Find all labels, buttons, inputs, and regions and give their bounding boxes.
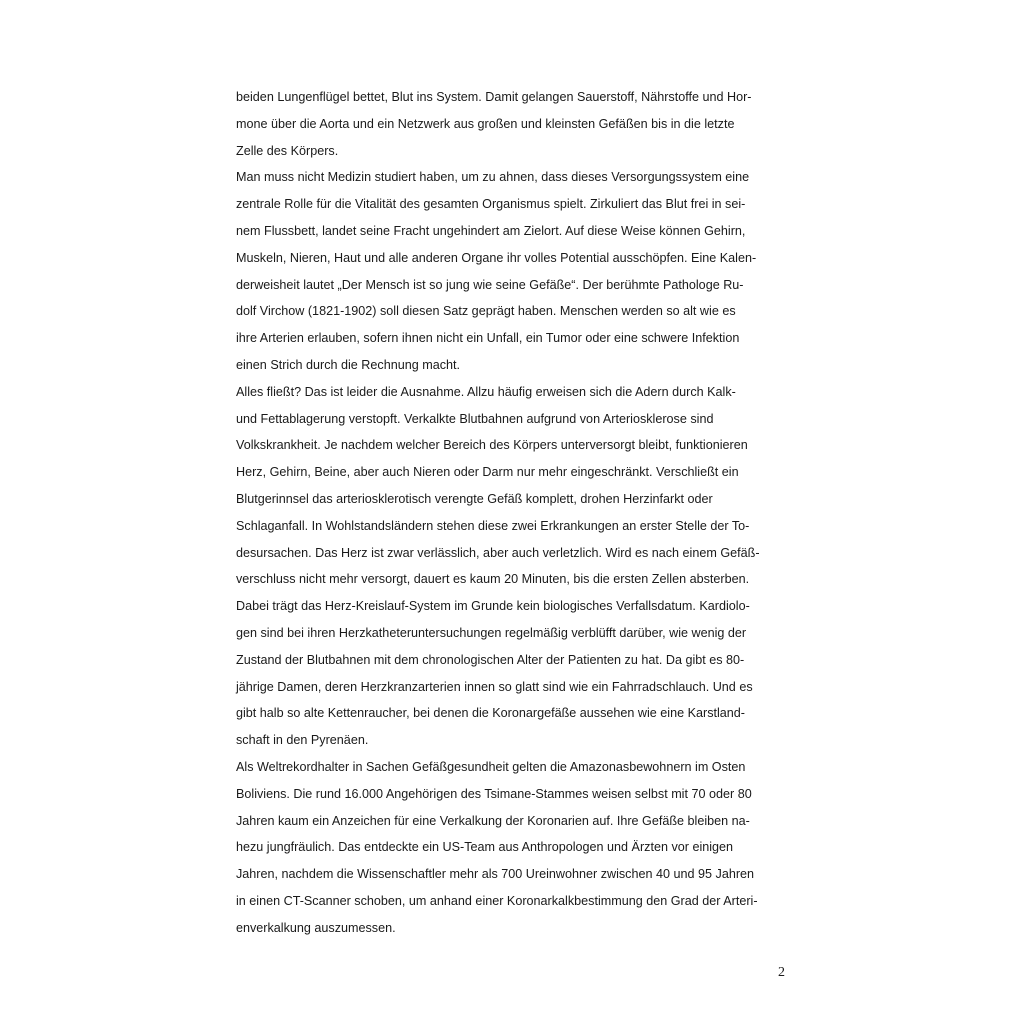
text-line: Schlaganfall. In Wohlstandsländern stehen diese zwei Erkrankungen an erster Stelle der To- (236, 518, 750, 533)
body-text (236, 84, 796, 942)
text-line: beiden Lungenflügel bettet, Blut ins System. Damit gelangen Sauerstoff, Nährstoffe und Hor- (236, 90, 752, 104)
text-line: gibt halb so alte Kettenraucher, bei denen die Koronargefäße aussehen wie eine Karstland- (236, 706, 745, 721)
text-line: Zelle des Körpers. (236, 143, 339, 158)
text-line: Als Weltrekordhalter in Sachen Gefäßgesundheit gelten die Amazonasbewohnern im Osten (236, 759, 746, 774)
text-line: Zustand der Blutbahnen mit dem chronologischen Alter der Patienten zu hat. Da gibt es 80- (236, 652, 745, 667)
text-line: derweisheit lautet „Der Mensch ist so jung wie seine Gefäße“. Der berühmte Pathologe Ru- (236, 277, 744, 292)
text-line: und Fettablagerung verstopft. Verkalkte Blutbahnen aufgrund von Arteriosklerose sind (236, 411, 714, 426)
text-line: Blutgerinnsel das arteriosklerotisch verengte Gefäß komplett, drohen Herzinfarkt oder (236, 491, 713, 506)
page-number: 2 (778, 965, 785, 980)
text-line: gen sind bei ihren Herzkatheteruntersuchungen regelmäßig verblüfft darüber, wie wenig der (236, 625, 747, 640)
text-line: zentrale Rolle für die Vitalität des gesamten Organismus spielt. Zirkuliert das Blut frei in sei- (236, 197, 746, 212)
text-line: Jahren kaum ein Anzeichen für eine Verkalkung der Koronarien auf. Ihre Gefäße bleiben na- (236, 813, 750, 828)
text-line: in einen CT-Scanner schoben, um anhand einer Koronarkalkbestimmung den Grad der Arteri- (236, 893, 758, 908)
text-line: desursachen. Das Herz ist zwar verlässlich, aber auch verletzlich. Wird es nach einem Gefäß- (236, 545, 760, 560)
text-line: verschluss nicht mehr versorgt, dauert es kaum 20 Minuten, bis die ersten Zellen absterben. (236, 572, 750, 587)
text-line: dolf Virchow (1821-1902) soll diesen Satz geprägt haben. Menschen werden so alt wie es (236, 304, 736, 319)
text-line: jährige Damen, deren Herzkranzarterien innen so glatt sind wie ein Fahrradschlauch. Und es (236, 679, 753, 694)
text-line: mone über die Aorta und ein Netzwerk aus großen und kleinsten Gefäßen bis in die letzte (236, 116, 735, 131)
text-line: Volkskrankheit. Je nachdem welcher Bereich des Körpers unterversorgt bleibt, funktionieren (236, 438, 748, 453)
text-line: Boliviens. Die rund 16.000 Angehörigen des Tsimane-Stammes weisen selbst mit 70 oder 80 (236, 786, 752, 801)
text-line: nem Flussbett, landet seine Fracht ungehindert am Zielort. Auf diese Weise können Gehirn, (236, 223, 746, 238)
text-line: Alles fließt? Das ist leider die Ausnahme. Allzu häufig erweisen sich die Adern durch Kalk- (236, 384, 736, 399)
text-line: Muskeln, Nieren, Haut und alle anderen Organe ihr volles Potential ausschöpfen. Eine Kalen- (236, 250, 757, 265)
text-line: Man muss nicht Medizin studiert haben, um zu ahnen, dass dieses Versorgungssystem eine (236, 170, 750, 185)
text-line: schaft in den Pyrenäen. (236, 733, 369, 748)
text-line: hezu jungfräulich. Das entdeckte ein US-Team aus Anthropologen und Ärzten vor einigen (236, 840, 734, 855)
text-line: Herz, Gehirn, Beine, aber auch Nieren oder Darm nur mehr eingeschränkt. Verschließt ein (236, 465, 739, 480)
text-line: Dabei trägt das Herz-Kreislauf-System im Grunde kein biologisches Verfallsdatum. Kardiolo- (236, 599, 750, 614)
text-line: enverkalkung auszumessen. (236, 920, 396, 935)
text-line: einen Strich durch die Rechnung macht. (236, 357, 461, 372)
text-line: Jahren, nachdem die Wissenschaftler mehr als 700 Ureinwohner zwischen 40 und 95 Jahren (236, 867, 755, 882)
text-line: ihre Arterien erlauben, sofern ihnen nicht ein Unfall, ein Tumor oder eine schwere Infektion (236, 331, 740, 346)
